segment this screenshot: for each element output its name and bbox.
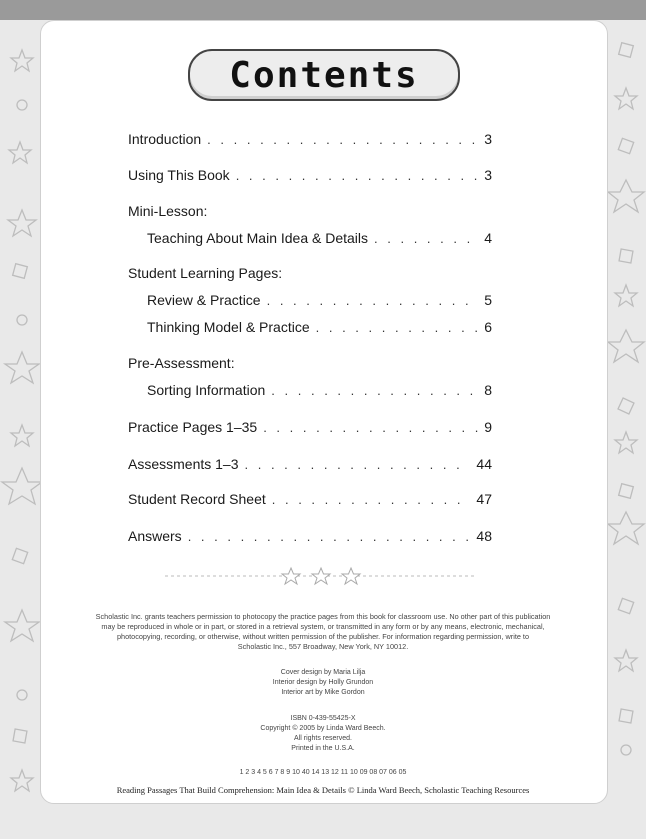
toc-label: Teaching About Main Idea & Details xyxy=(147,230,369,246)
toc-page: 47 xyxy=(476,491,492,507)
permission-line: Scholastic Inc. grants teachers permission to photocopy the practice pages from this book for classroom use. No other part of this publication xyxy=(95,612,551,621)
toc-page: 48 xyxy=(476,528,492,544)
toc-page: 4 xyxy=(484,230,492,246)
toc-entry-record-sheet xyxy=(128,491,492,507)
toc-label: Review & Practice xyxy=(147,292,261,308)
toc-page: 6 xyxy=(484,319,492,335)
permission-line: may be reproduced in whole or in part, or stored in a retrieval system, or transmitted in any form or by any means, electronic, mechanical, xyxy=(101,622,545,631)
toc-entry-thinking-model xyxy=(147,319,492,335)
toc-leader-dots xyxy=(272,492,471,507)
toc-label: Thinking Model & Practice xyxy=(147,319,310,335)
toc-entry-introduction xyxy=(128,131,492,147)
toc-label: Student Record Sheet xyxy=(128,491,266,507)
toc-label: Sorting Information xyxy=(147,382,266,398)
toc-entry-using-this-book xyxy=(128,167,492,183)
toc-page: 9 xyxy=(484,419,492,435)
toc-leader-dots xyxy=(271,383,478,398)
interior-art-credit: Interior art by Mike Gordon xyxy=(281,689,365,696)
permission-line: Scholastic Inc., 557 Broadway, New York, NY 10012. xyxy=(237,642,409,651)
printed-line: Printed in the U.S.A. xyxy=(291,745,355,752)
toc-label: Using This Book xyxy=(128,167,230,183)
toc-label: Introduction xyxy=(128,131,202,147)
toc-leader-dots xyxy=(207,132,478,147)
design-credits xyxy=(200,668,446,698)
toc-leader-dots xyxy=(236,168,479,183)
interior-design-credit: Interior design by Holly Grundon xyxy=(272,679,374,686)
star-border-right xyxy=(606,30,646,820)
toc-label: Answers xyxy=(128,528,182,544)
toc-page: 5 xyxy=(484,292,492,308)
cover-credit: Cover design by Maria Lilja xyxy=(280,669,366,676)
toc-label: Assessments 1–3 xyxy=(128,456,239,472)
toc-entry-assessments xyxy=(128,456,492,472)
copyright-block xyxy=(200,714,446,754)
toc-leader-dots xyxy=(267,293,479,308)
permission-notice xyxy=(82,612,564,652)
toc-leader-dots xyxy=(188,529,471,544)
star-divider xyxy=(165,566,477,586)
printing-line: 1 2 3 4 5 6 7 8 9 10 40 14 13 12 11 10 09 08 07 06 05 xyxy=(239,769,407,776)
toc-leader-dots xyxy=(245,457,471,472)
toc-page: 3 xyxy=(484,167,492,183)
toc-page: 44 xyxy=(476,456,492,472)
toc-page: 8 xyxy=(484,382,492,398)
star-border-left xyxy=(0,30,40,820)
toc-leader-dots xyxy=(316,320,479,335)
top-gray-bar xyxy=(0,0,646,20)
toc-page: 3 xyxy=(484,131,492,147)
page-footer: Reading Passages That Build Comprehension: Main Idea & Details © Linda Ward Beech, Scholastic Teaching Resources xyxy=(116,785,530,795)
isbn: ISBN 0-439-55425-X xyxy=(290,715,356,722)
toc-label: Practice Pages 1–35 xyxy=(128,419,258,435)
toc-entry-answers xyxy=(128,528,492,544)
page-title-banner xyxy=(188,49,460,101)
toc-entry-teaching-main-idea xyxy=(147,230,492,246)
toc-leader-dots xyxy=(263,420,478,435)
toc-heading-student-learning: Student Learning Pages: xyxy=(128,265,283,281)
toc-leader-dots xyxy=(374,231,478,246)
toc-entry-review-practice xyxy=(147,292,492,308)
toc-heading-mini-lesson: Mini-Lesson: xyxy=(128,203,208,219)
permission-line: photocopying, recording, or otherwise, without written permission of the publisher. For information regarding permission, write to xyxy=(116,632,530,641)
page-title: Contents xyxy=(229,54,419,96)
rights-line: All rights reserved. xyxy=(294,735,352,742)
toc-entry-sorting-information xyxy=(147,382,492,398)
copyright-line: Copyright © 2005 by Linda Ward Beech. xyxy=(260,725,386,732)
toc-entry-practice-pages xyxy=(128,419,492,435)
toc-heading-pre-assessment: Pre-Assessment: xyxy=(128,355,235,371)
